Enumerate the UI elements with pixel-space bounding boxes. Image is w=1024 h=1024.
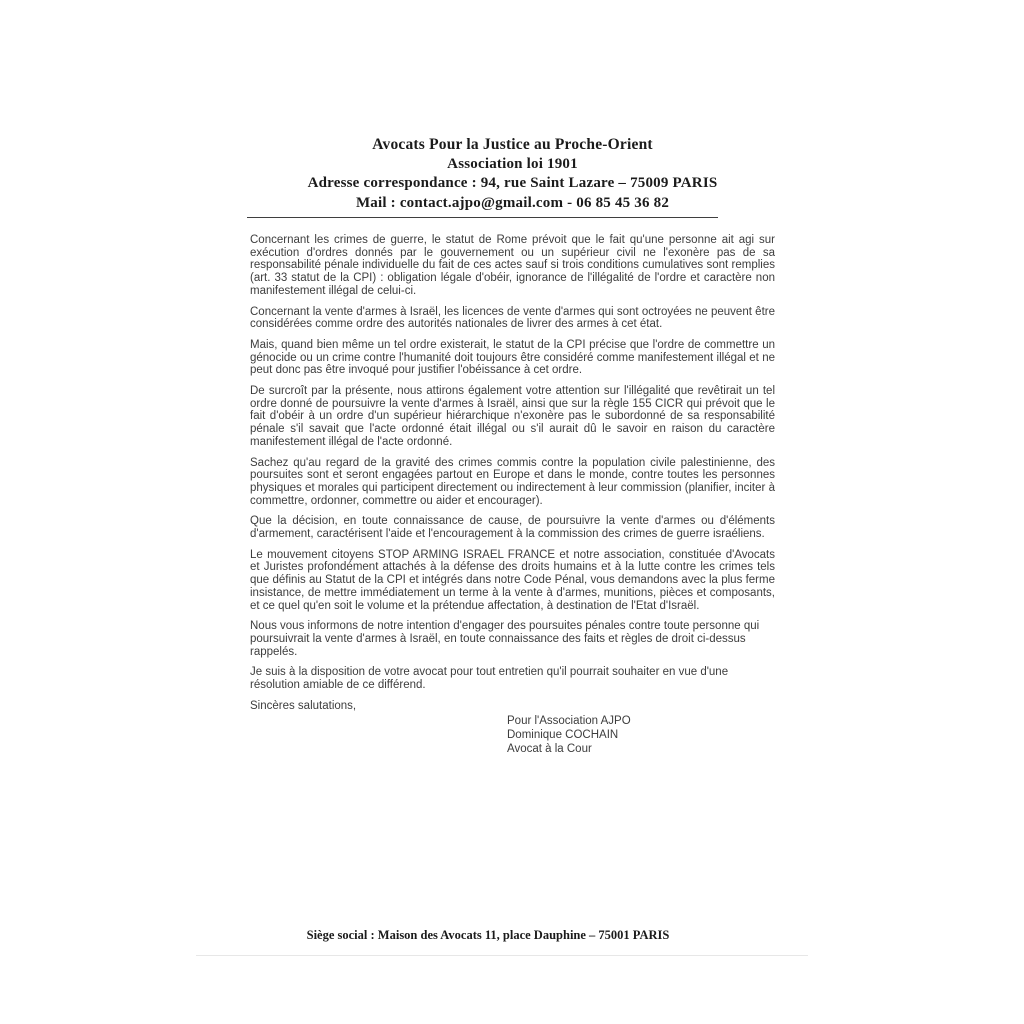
body-paragraph-2: Concernant la vente d'armes à Israël, les licences de vente d'armes qui sont octroyées ne peuvent être considérées comme ordre des autorités nationales de livrer des armes à cet état. [250, 305, 775, 331]
page-edge-line [196, 955, 808, 956]
closing-salutation: Sincères salutations, [250, 699, 357, 712]
footer-siege-social: Siège social : Maison des Avocats 11, place Dauphine – 75001 PARIS [306, 928, 670, 942]
signature-name: Dominique COCHAIN [507, 728, 619, 741]
body-paragraph-1: Concernant les crimes de guerre, le statut de Rome prévoit que le fait qu'une personne ait agi sur exécution d'ordres donnés par le gouvernement ou un supérieur civil ne l'exonère pas de sa responsabilité pénale individuelle du fait de ces actes sauf si trois conditions cumulatives sont remplies (art. 33 statut de la CPI) : obligation légale d'obéir, ignorance de l'illégalité de l'ordre et caractère non manifestement illégal de celui-ci. [250, 234, 775, 297]
letterhead-org-name: Avocats Pour la Justice au Proche-Orient [372, 136, 653, 153]
signature-block [507, 714, 775, 756]
letter-body [250, 234, 775, 756]
body-paragraph-8: Nous vous informons de notre intention d'engager des poursuites pénales contre toute personne qui poursuivrait la vente d'armes à Israël, en toute connaissance des faits et règles de droit ci-dessus rappelés. [250, 620, 760, 658]
letterhead [250, 135, 775, 213]
body-paragraph-4: De surcroît par la présente, nous attirons également votre attention sur l'illégalité que revêtirait un tel ordre donné de poursuivre la vente d'armes à Israël, ainsi que sur la règle 155 CICR qui prévoit que le fait d'obéir à un ordre d'un supérieur hiérarchique n'exonère pas le subordonné de sa responsabilité pénale s'il savait que l'acte ordonné était illégal ou s'il aurait dû le savoir en raison du caractère manifestement illégal de l'acte ordonné. [250, 385, 775, 448]
body-paragraph-7: Le mouvement citoyens STOP ARMING ISRAEL FRANCE et notre association, constituée d'Avocats et Juristes profondément attachés à la défense des droits humains et à la lutte contre les crimes tels que définis au Statut de la CPI et intégrés dans notre Code Pénal, vous demandons avec la plus ferme insistance, de mettre immédiatement un terme à la vente à d'armes, munitions, pièces et composants, et ce quel qu'en soit le volume et la prétendue affectation, à destination de l'Etat d'Israël. [250, 548, 775, 612]
body-paragraph-6: Que la décision, en toute connaissance de cause, de poursuivre la vente d'armes ou d'éléments d'armement, caractérisent l'aide et l'encouragement à la commission des crimes de guerre israéliens. [250, 515, 775, 541]
signature-on-behalf: Pour l'Association AJPO [507, 714, 631, 727]
body-paragraph-5: Sachez qu'au regard de la gravité des crimes commis contre la population civile palestinienne, des poursuites sont et seront engagées partout en Europe et dans le monde, contre toutes les personnes physiques et morales qui participent directement ou indirectement à leur commission (planifier, inciter à commettre, ordonner, commettre ou aider et encourager). [250, 456, 775, 507]
body-paragraph-9: Je suis à la disposition de votre avocat pour tout entretien qu'il pourrait souhaiter en vue d'une résolution amiable de ce différend. [250, 666, 729, 692]
letterhead-association-type: Association loi 1901 [447, 155, 578, 172]
letterhead-divider-line [247, 217, 718, 218]
letterhead-contact: Mail : contact.ajpo@gmail.com - 06 85 45 36 82 [355, 194, 670, 211]
signature-title: Avocat à la Cour [507, 742, 592, 755]
letterhead-address: Adresse correspondance : 94, rue Saint Lazare – 75009 PARIS [307, 175, 718, 191]
body-paragraph-3: Mais, quand bien même un tel ordre existerait, le statut de la CPI précise que l'ordre de commettre un génocide ou un crime contre l'humanité doit toujours être considéré comme manifestement illégal et ne peut donc pas être invoqué pour justifier l'obéissance à cet ordre. [250, 338, 775, 377]
